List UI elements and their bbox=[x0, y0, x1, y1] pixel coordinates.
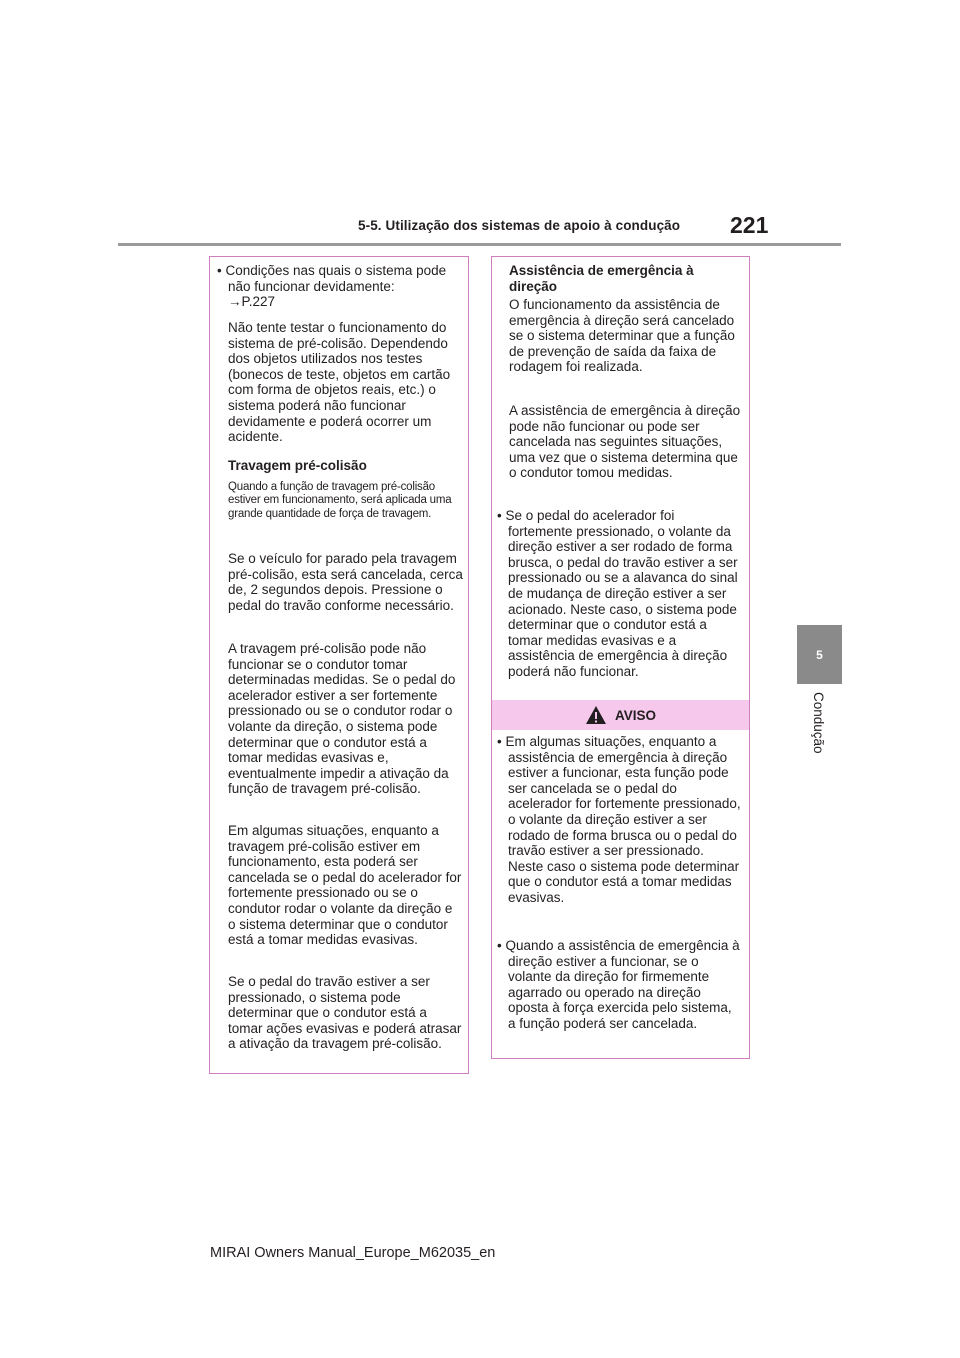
header-divider bbox=[118, 243, 841, 246]
warning-triangle-icon bbox=[585, 705, 607, 725]
heading-precollision-brake bbox=[228, 458, 463, 474]
heading-emergency-steering bbox=[509, 263, 742, 294]
right-bullet-accelerator bbox=[497, 508, 742, 680]
page-reference-link[interactable]: →P.227 bbox=[228, 294, 276, 310]
warning-bullet-2 bbox=[497, 938, 742, 1032]
right-paragraph-not-work bbox=[509, 403, 742, 481]
para-test: Não tente testar o funcionamento do sistema de pré-colisão. Dependendo dos objetos utilizados nos testes (bonecos de teste, objetos em cartão com forma de objetos reais, etc.) o sistema poderá não funcionar devidamente e poderá ocorrer um acidente. bbox=[228, 320, 451, 445]
left-paragraph-measures bbox=[228, 641, 463, 797]
left-paragraph-cancel bbox=[228, 823, 463, 948]
chapter-number: 5 bbox=[816, 647, 823, 662]
footer-manual-id: MIRAI Owners Manual_Europe_M62035_en bbox=[210, 1245, 496, 1261]
chapter-tab bbox=[797, 625, 842, 684]
para-cancel: Em algumas situações, enquanto a travagem pré-colisão estiver em funcionamento, esta poderá ser cancelada se o pedal do acelerador for fortemente pressionado ou se o condutor rodar o volante da direção e o sistema determinar que o condutor está a tomar medidas evasivas. bbox=[228, 823, 462, 948]
bullet-accelerator-text: • Se o pedal do acelerador foi fortemente pressionado, o volante da direção estiver a ser rodado de forma brusca, o pedal do travão estiver a ser pressionado ou se a alavanca do sinal de mudança de direção estiver a ser acionado. Neste caso, o sistema pode determinar que o condutor está a tomar medidas evasivas e a assistência de emergência à direção poderá não funcionar. bbox=[497, 508, 738, 679]
section-title: 5-5. Utilização dos sistemas de apoio à condução bbox=[358, 218, 681, 233]
para-cancelled: O funcionamento da assistência de emergência à direção será cancelado se o sistema determinar que a função de prevenção de saída da faixa de rodagem foi realizada. bbox=[509, 297, 735, 375]
small-note bbox=[228, 481, 464, 521]
warning-bullet-1 bbox=[497, 734, 742, 906]
heading-brake-text: Travagem pré-colisão bbox=[228, 458, 367, 473]
warning-bullet-1-text: • Em algumas situações, enquanto a assistência de emergência à direção estiver a funcionar, esta função pode ser cancelada se o pedal do acelerador for fortemente pressionado, o volante da direção estiver a ser rodado de forma brusca ou o pedal do travão estiver a ser pressionado. Neste caso o sistema pode determinar que o condutor está a tomar medidas evasivas. bbox=[497, 734, 741, 905]
chapter-label: Condução bbox=[811, 692, 826, 754]
left-paragraph-delay bbox=[228, 974, 463, 1052]
para-stop: Se o veículo for parado pela travagem pré-colisão, esta será cancelada, cerca de, 2 segundos depois. Pressione o pedal do travão conforme necessário. bbox=[228, 551, 463, 613]
warning-label: AVISO bbox=[614, 707, 656, 723]
para-not-work: A assistência de emergência à direção pode não funcionar ou pode ser cancelada nas seguintes situações, uma vez que o sistema determina que o condutor tomou medidas. bbox=[509, 403, 741, 481]
bullet-conditions-text: • Condições nas quais o sistema pode não funcionar devidamente: bbox=[217, 263, 447, 294]
small-note-text: Quando a função de travagem pré-colisão estiver em funcionamento, será aplicada uma grande quantidade de força de travagem. bbox=[228, 481, 452, 520]
warning-bullet-2-text: • Quando a assistência de emergência à direção estiver a funcionar, se o volante da direção for firmemente agarrado ou operado na direção oposta à força exercida pelo sistema, a função poderá ser cancelada. bbox=[497, 938, 740, 1031]
para-measures: A travagem pré-colisão pode não funcionar se o condutor tomar determinadas medidas. Se o pedal do acelerador estiver a ser fortemente pressionado ou se o condutor rodar o volante da direção, o sistema pode determinar que o condutor está a tomar medidas evasivas e, eventualmente impedir a ativação da função de travagem pré-colisão. bbox=[228, 641, 456, 797]
left-paragraph-stop bbox=[228, 551, 463, 613]
right-paragraph-cancelled bbox=[509, 297, 742, 375]
page-number: 221 bbox=[730, 212, 769, 238]
heading-steering-text: Assistência de emergência à direção bbox=[509, 263, 694, 294]
left-bullet-conditions bbox=[217, 263, 463, 310]
warning-bar bbox=[492, 700, 749, 730]
para-delay: Se o pedal do travão estiver a ser pressionado, o sistema pode determinar que o condutor está a tomar ações evasivas e poderá atrasar a ativação da travagem pré-colisão. bbox=[228, 974, 462, 1052]
left-paragraph-test bbox=[228, 320, 463, 445]
